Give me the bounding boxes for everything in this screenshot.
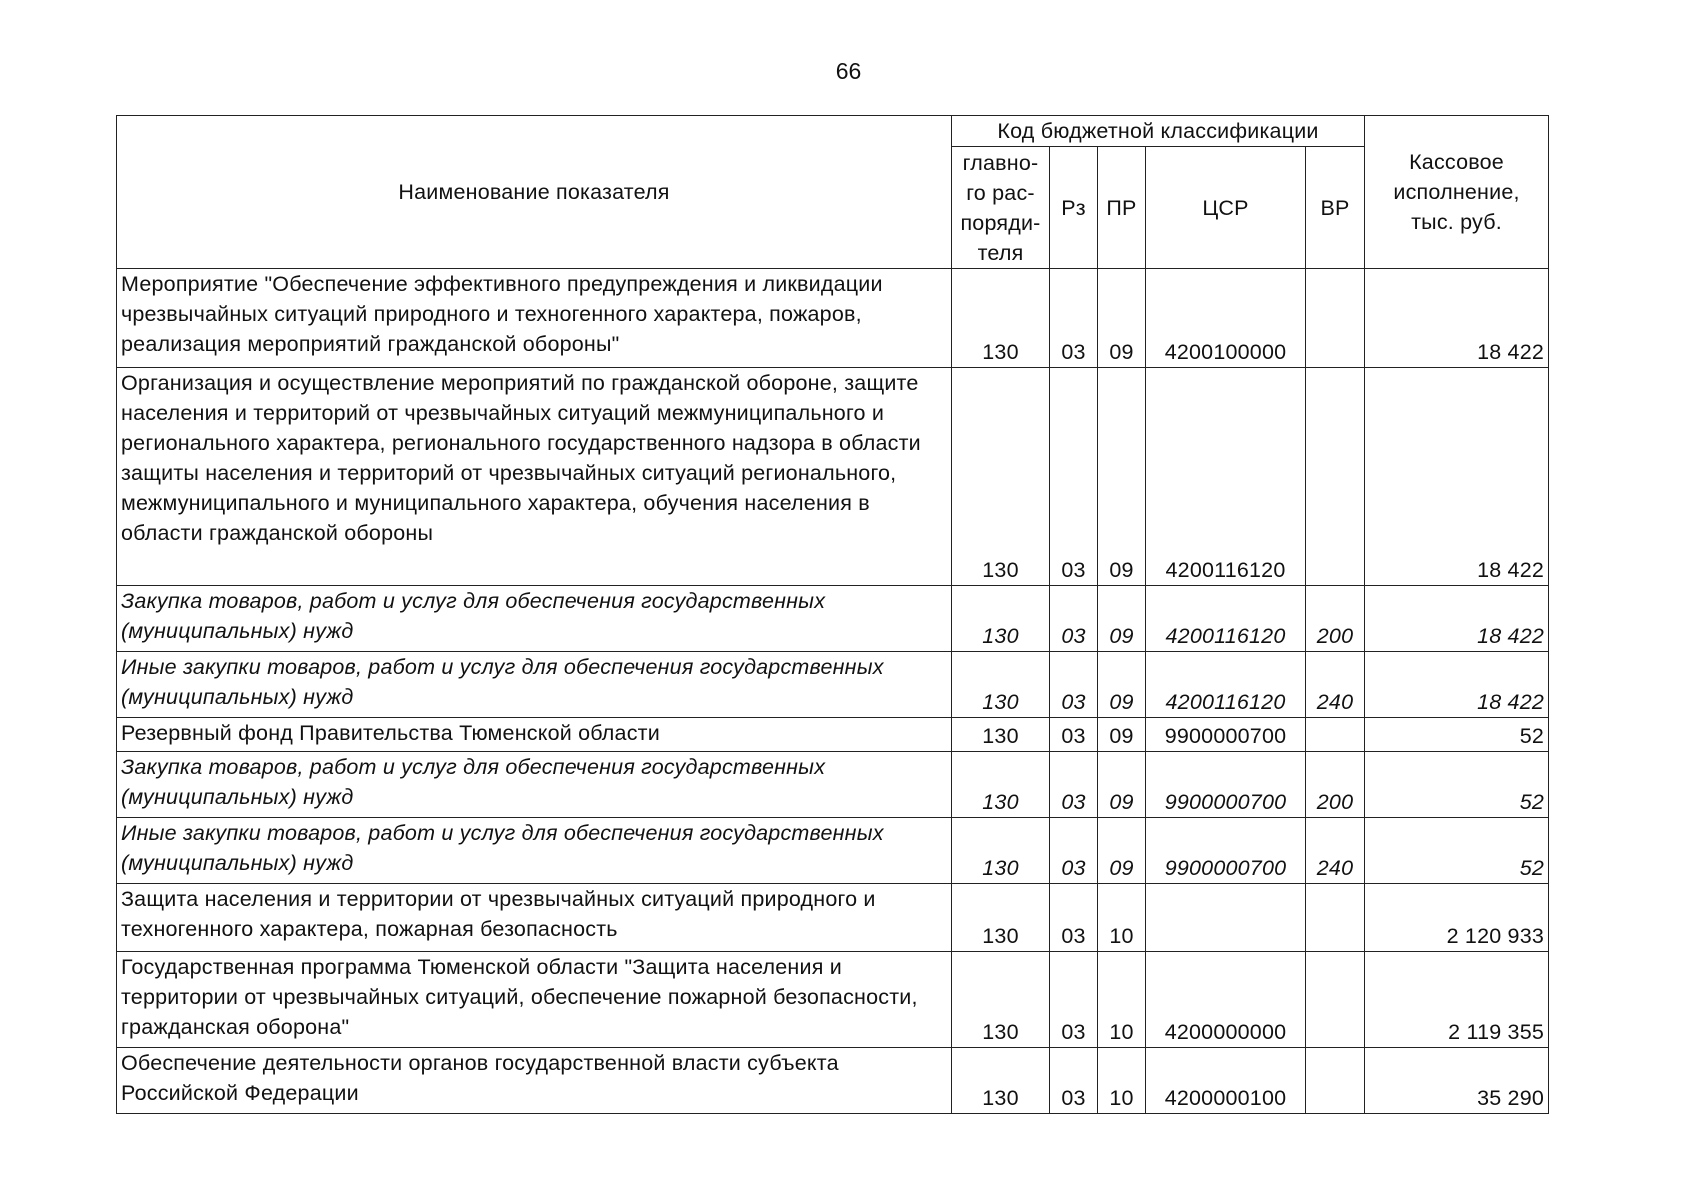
row-csr: 9900000700 xyxy=(1146,718,1306,752)
header-name-column: Наименование показателя xyxy=(117,116,952,269)
row-amount: 18 422 xyxy=(1365,586,1549,652)
row-name: Иные закупки товаров, работ и услуг для обеспечения государственных (муниципальных) нужд xyxy=(117,652,952,718)
row-pr: 09 xyxy=(1098,368,1146,586)
row-amount: 52 xyxy=(1365,752,1549,818)
table-row xyxy=(117,952,1549,1048)
row-pr: 09 xyxy=(1098,652,1146,718)
row-rz: 03 xyxy=(1050,652,1098,718)
row-amount: 18 422 xyxy=(1365,652,1549,718)
header-rz-column: Рз xyxy=(1050,147,1098,269)
row-name: Государственная программа Тюменской области "Защита населения и территории от чрезвычайных ситуаций, обеспечение пожарной безопасности, гражданская оборона" xyxy=(117,952,952,1048)
row-vr xyxy=(1306,368,1365,586)
row-pr: 09 xyxy=(1098,718,1146,752)
row-name: Иные закупки товаров, работ и услуг для обеспечения государственных (муниципальных) нужд xyxy=(117,818,952,884)
row-main-admin: 130 xyxy=(952,652,1050,718)
row-name: Резервный фонд Правительства Тюменской области xyxy=(117,718,952,752)
row-amount: 2 119 355 xyxy=(1365,952,1549,1048)
row-amount: 18 422 xyxy=(1365,368,1549,586)
header-pr-column: ПР xyxy=(1098,147,1146,269)
row-vr xyxy=(1306,884,1365,952)
table-row xyxy=(117,269,1549,368)
row-main-admin: 130 xyxy=(952,884,1050,952)
table-row xyxy=(117,818,1549,884)
row-csr xyxy=(1146,884,1306,952)
row-pr: 10 xyxy=(1098,952,1146,1048)
row-vr xyxy=(1306,1048,1365,1114)
row-amount: 18 422 xyxy=(1365,269,1549,368)
row-pr: 10 xyxy=(1098,1048,1146,1114)
row-rz: 03 xyxy=(1050,269,1098,368)
row-name: Защита населения и территории от чрезвычайных ситуаций природного и техногенного характера, пожарная безопасность xyxy=(117,884,952,952)
row-name: Обеспечение деятельности органов государственной власти субъекта Российской Федерации xyxy=(117,1048,952,1114)
row-main-admin: 130 xyxy=(952,368,1050,586)
row-main-admin: 130 xyxy=(952,952,1050,1048)
row-name: Закупка товаров, работ и услуг для обеспечения государственных (муниципальных) нужд xyxy=(117,586,952,652)
row-main-admin: 130 xyxy=(952,586,1050,652)
row-csr: 9900000700 xyxy=(1146,752,1306,818)
table-body xyxy=(117,269,1549,1114)
row-rz: 03 xyxy=(1050,752,1098,818)
row-pr: 10 xyxy=(1098,884,1146,952)
row-amount: 52 xyxy=(1365,718,1549,752)
row-csr: 9900000700 xyxy=(1146,818,1306,884)
row-rz: 03 xyxy=(1050,952,1098,1048)
row-csr: 4200000000 xyxy=(1146,952,1306,1048)
row-main-admin: 130 xyxy=(952,1048,1050,1114)
table-row xyxy=(117,652,1549,718)
row-pr: 09 xyxy=(1098,269,1146,368)
row-main-admin: 130 xyxy=(952,818,1050,884)
row-rz: 03 xyxy=(1050,884,1098,952)
row-csr: 4200116120 xyxy=(1146,586,1306,652)
row-name: Организация и осуществление мероприятий по гражданской обороне, защите населения и территорий от чрезвычайных ситуаций межмуниципального и регионального характера, регионального государственного надзора в области защиты населения и территорий от чрезвычайных ситуаций регионального, межмуниципального и муниципального характера, обучения населения в области гражданской обороны xyxy=(117,368,952,586)
row-main-admin: 130 xyxy=(952,718,1050,752)
row-rz: 03 xyxy=(1050,718,1098,752)
row-amount: 2 120 933 xyxy=(1365,884,1549,952)
header-code-group: Код бюджетной классификации xyxy=(952,116,1365,147)
row-csr: 4200000100 xyxy=(1146,1048,1306,1114)
table-row xyxy=(117,368,1549,586)
header-csr-column: ЦСР xyxy=(1146,147,1306,269)
row-pr: 09 xyxy=(1098,586,1146,652)
row-vr xyxy=(1306,269,1365,368)
row-main-admin: 130 xyxy=(952,752,1050,818)
table-row xyxy=(117,718,1549,752)
row-vr: 240 xyxy=(1306,652,1365,718)
row-main-admin: 130 xyxy=(952,269,1050,368)
row-pr: 09 xyxy=(1098,818,1146,884)
table-row xyxy=(117,884,1549,952)
row-rz: 03 xyxy=(1050,818,1098,884)
header-amount-column: Кассовое исполнение, тыс. руб. xyxy=(1365,116,1549,269)
row-name: Мероприятие "Обеспечение эффективного предупреждения и ликвидации чрезвычайных ситуаций природного и техногенного характера, пожаров, реализация мероприятий гражданской обороны" xyxy=(117,269,952,368)
row-amount: 52 xyxy=(1365,818,1549,884)
row-csr: 4200116120 xyxy=(1146,368,1306,586)
row-vr: 240 xyxy=(1306,818,1365,884)
row-name: Закупка товаров, работ и услуг для обеспечения государственных (муниципальных) нужд xyxy=(117,752,952,818)
row-vr xyxy=(1306,718,1365,752)
row-rz: 03 xyxy=(1050,586,1098,652)
row-rz: 03 xyxy=(1050,368,1098,586)
table-row xyxy=(117,1048,1549,1114)
table-row xyxy=(117,752,1549,818)
row-vr: 200 xyxy=(1306,752,1365,818)
row-rz: 03 xyxy=(1050,1048,1098,1114)
row-vr xyxy=(1306,952,1365,1048)
table-header xyxy=(117,116,1549,269)
header-vr-column: ВР xyxy=(1306,147,1365,269)
page-number: 66 xyxy=(835,58,862,84)
row-csr: 4200116120 xyxy=(1146,652,1306,718)
row-csr: 4200100000 xyxy=(1146,269,1306,368)
row-amount: 35 290 xyxy=(1365,1048,1549,1114)
row-vr: 200 xyxy=(1306,586,1365,652)
row-pr: 09 xyxy=(1098,752,1146,818)
budget-table xyxy=(116,115,1549,1114)
header-main-admin-column: главно- го рас- поряди- теля xyxy=(952,147,1050,269)
table-row xyxy=(117,586,1549,652)
